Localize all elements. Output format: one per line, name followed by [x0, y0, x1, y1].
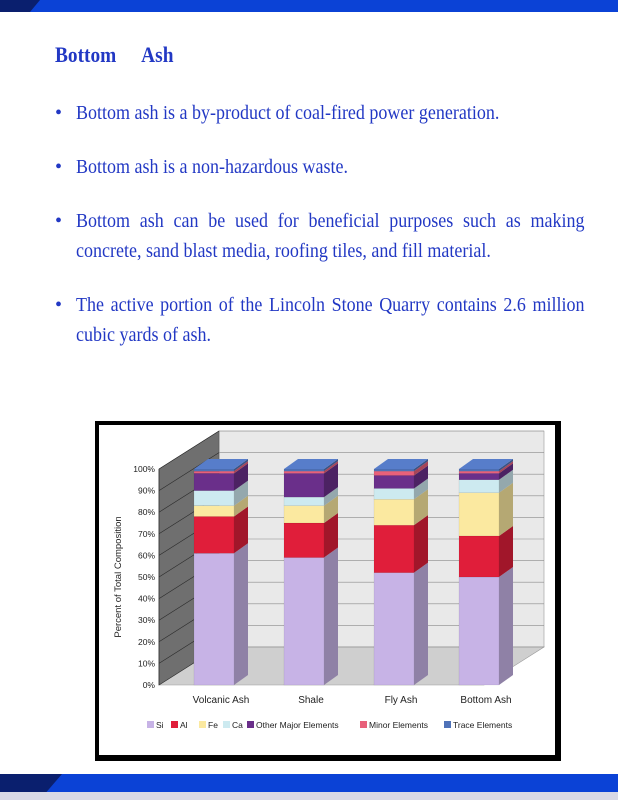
bar-segment [459, 536, 499, 577]
bar-segment [284, 471, 324, 473]
bar-segment [194, 473, 234, 490]
bar-segment [459, 469, 499, 471]
y-tick-label: 10% [137, 658, 155, 669]
bullet-dot: • [55, 294, 63, 316]
bullet-dot: • [55, 156, 63, 178]
y-tick-label: 50% [137, 572, 155, 582]
bar-segment-side [499, 567, 513, 685]
y-tick-label: 20% [137, 636, 155, 647]
bar-segment [374, 525, 414, 573]
y-tick-label: 80% [137, 507, 155, 518]
bar-segment [194, 517, 234, 554]
x-tick-labels [193, 695, 512, 706]
chart-legend [147, 720, 512, 730]
bullet-text: The active portion of the Lincoln Stone Quarry contains 2.6 million cubic yards of ash. [76, 294, 585, 346]
bar-segment-side [414, 515, 428, 573]
bar-segment [284, 506, 324, 523]
bullet-item [55, 206, 585, 266]
bar-segment [374, 469, 414, 471]
bullet-item [55, 290, 585, 350]
x-tick-label: Bottom Ash [460, 695, 512, 706]
legend-swatch [360, 721, 367, 728]
y-tick-label: 90% [137, 485, 155, 496]
chart-frame [95, 421, 561, 761]
legend-label: Other Major Elements [256, 720, 339, 730]
bar-segment [284, 469, 324, 471]
legend-swatch [223, 721, 230, 728]
composition-chart [99, 425, 555, 755]
y-tick-label: 40% [137, 593, 155, 604]
bar-segment [284, 473, 324, 497]
bullet-item [55, 152, 585, 182]
x-tick-label: Fly Ash [384, 695, 418, 706]
slide-title: Bottom Ash [55, 42, 174, 67]
y-tick-label: 100% [133, 464, 155, 474]
bar-segment [459, 471, 499, 473]
bar-segment [284, 523, 324, 558]
bar-segment [374, 488, 414, 499]
legend-swatch [199, 721, 206, 728]
bar-segment-side [324, 548, 338, 685]
legend-label: Trace Elements [453, 720, 513, 730]
bar-segment [194, 553, 234, 685]
bullet-text: Bottom ash is a non-hazardous waste. [76, 156, 348, 178]
bar-segment-side [234, 543, 248, 685]
bar-segment [459, 493, 499, 536]
bar-segment-side [414, 563, 428, 685]
bar-segment [459, 473, 499, 479]
legend-label: Ca [232, 720, 243, 730]
bar-segment [374, 471, 414, 475]
bottom-accent-bar [0, 774, 618, 792]
legend-swatch [247, 721, 254, 728]
bullet-item [55, 98, 585, 128]
chart-area [99, 425, 555, 755]
bar-segment [194, 469, 234, 471]
bar-segment [194, 506, 234, 517]
top-accent-bar [0, 0, 618, 12]
bar-segment [194, 471, 234, 473]
bar-segment [284, 558, 324, 685]
y-tick-label: 70% [137, 528, 155, 539]
bar-segment [284, 497, 324, 506]
bullet-dot: • [55, 210, 63, 232]
bar-segment [374, 475, 414, 488]
legend-label: Fe [208, 720, 218, 730]
y-tick-label: 60% [137, 550, 155, 561]
bottom-strip [0, 792, 618, 800]
bar-segment [459, 480, 499, 493]
bar-segment [374, 499, 414, 525]
y-tick-label: 30% [137, 615, 155, 626]
bullet-dot: • [55, 102, 63, 124]
x-tick-label: Volcanic Ash [192, 695, 250, 706]
legend-label: Minor Elements [369, 720, 429, 730]
bar-segment [374, 573, 414, 685]
legend-swatch [444, 721, 451, 728]
y-tick-labels [133, 464, 155, 690]
bullet-text: Bottom ash is a by-product of coal-fired power generation. [76, 102, 500, 124]
y-axis-label: Percent of Total Composition [113, 516, 124, 638]
x-tick-label: Shale [298, 695, 324, 706]
legend-label: Al [180, 720, 188, 730]
legend-label: Si [156, 720, 164, 730]
bullet-text: Bottom ash can be used for beneficial purposes such as making concrete, sand blast media, roofing tiles, and fill material. [76, 210, 585, 262]
bar-segment [459, 577, 499, 685]
legend-swatch [171, 721, 178, 728]
bullet-list [55, 98, 585, 374]
bar-segment [194, 491, 234, 506]
y-tick-label: 0% [142, 680, 155, 690]
legend-swatch [147, 721, 154, 728]
